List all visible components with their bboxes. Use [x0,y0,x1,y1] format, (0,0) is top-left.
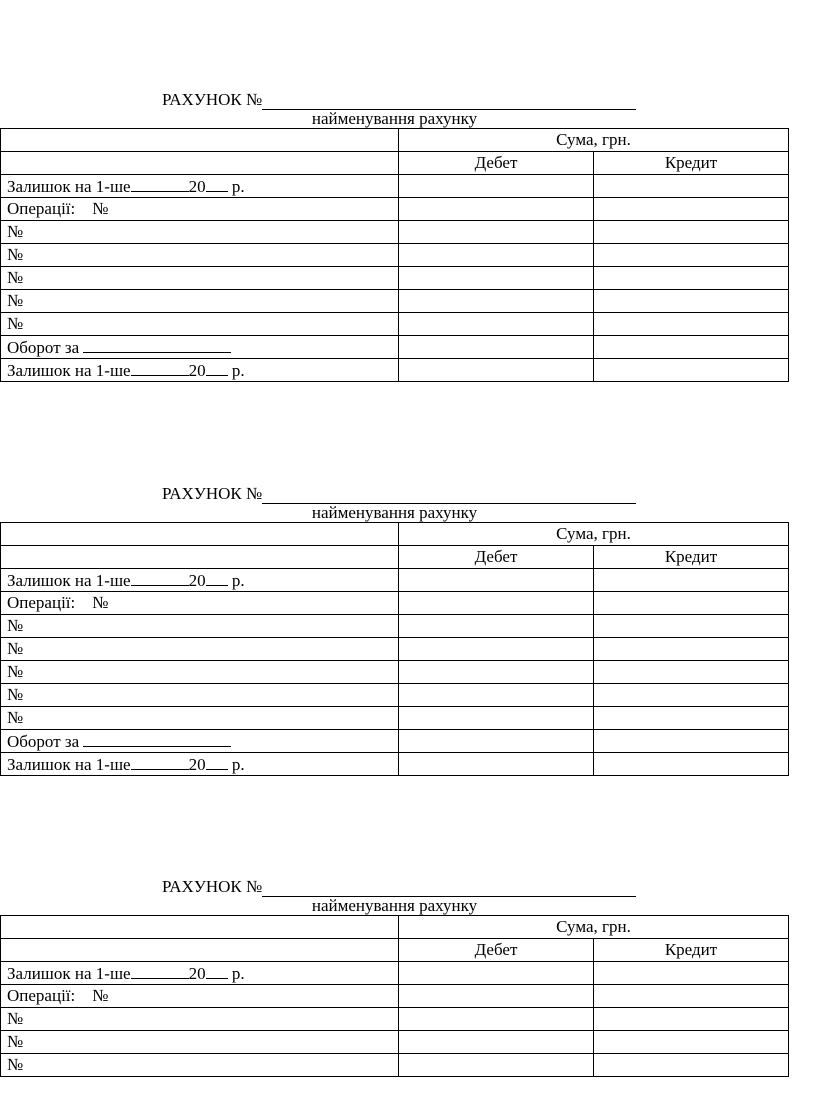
turnover-label: Оборот за [1,730,399,753]
table-row [1,267,789,290]
credit-cell[interactable] [594,661,789,684]
table-cell [1,152,399,175]
year-blank[interactable] [206,963,228,979]
opening-balance-label: Залишок на 1-ше 20 р. [1,175,399,198]
operation-number: № [1,313,399,336]
date-blank[interactable] [131,360,189,376]
table-row [1,244,789,267]
account-title-label: РАХУНОК № [162,877,263,896]
table-row [1,962,789,985]
date-blank[interactable] [131,570,189,586]
credit-cell[interactable] [594,707,789,730]
account-number-blank[interactable] [262,486,636,504]
credit-cell[interactable] [594,359,789,382]
debit-header: Дебет [399,939,594,962]
debit-cell[interactable] [399,1008,594,1031]
account-subtitle: найменування рахунку [311,896,478,915]
opening-balance-label: Залишок на 1-ше 20 р. [1,569,399,592]
debit-cell[interactable] [399,592,594,615]
period-blank[interactable] [83,337,231,353]
year-blank[interactable] [206,570,228,586]
debit-cell[interactable] [399,638,594,661]
account-title [162,877,636,897]
debit-cell[interactable] [399,1054,594,1077]
table-row [1,661,789,684]
operation-number: № [1,638,399,661]
table-row [1,1031,789,1054]
table-row [1,592,789,615]
debit-cell[interactable] [399,290,594,313]
operation-number: № [1,1031,399,1054]
table-row [1,569,789,592]
table-cell [1,916,399,939]
table-row [1,359,789,382]
table-row [1,638,789,661]
credit-cell[interactable] [594,962,789,985]
debit-cell[interactable] [399,753,594,776]
credit-cell[interactable] [594,290,789,313]
table-row [1,985,789,1008]
credit-cell[interactable] [594,638,789,661]
table-row [1,684,789,707]
credit-cell[interactable] [594,684,789,707]
table-cell [1,129,399,152]
credit-cell[interactable] [594,592,789,615]
account-title [162,90,636,110]
account-number-blank[interactable] [262,92,636,110]
account-title [162,484,636,504]
table-row [1,1008,789,1031]
year-blank[interactable] [206,360,228,376]
opening-balance-label: Залишок на 1-ше 20 р. [1,962,399,985]
debit-header: Дебет [399,152,594,175]
date-blank[interactable] [131,963,189,979]
credit-cell[interactable] [594,985,789,1008]
credit-cell[interactable] [594,221,789,244]
credit-cell[interactable] [594,244,789,267]
credit-cell[interactable] [594,198,789,221]
debit-cell[interactable] [399,267,594,290]
debit-cell[interactable] [399,359,594,382]
account-title-label: РАХУНОК № [162,484,263,503]
account-subtitle: найменування рахунку [311,503,478,522]
credit-header: Кредит [594,939,789,962]
sum-header: Сума, грн. [399,523,789,546]
debit-cell[interactable] [399,615,594,638]
table-row [1,221,789,244]
period-blank[interactable] [83,731,231,747]
credit-cell[interactable] [594,313,789,336]
table-cell [1,523,399,546]
credit-cell[interactable] [594,730,789,753]
table-header-row [1,129,789,152]
debit-cell[interactable] [399,661,594,684]
operation-number: № [1,290,399,313]
year-blank[interactable] [206,754,228,770]
debit-cell[interactable] [399,336,594,359]
account-table [0,128,789,382]
table-row [1,175,789,198]
credit-cell[interactable] [594,336,789,359]
operation-number: № [1,267,399,290]
turnover-label: Оборот за [1,336,399,359]
table-row [1,730,789,753]
operation-number: № [1,707,399,730]
table-row [1,615,789,638]
operation-number: № [1,684,399,707]
table-header-row [1,939,789,962]
year-blank[interactable] [206,176,228,192]
credit-cell[interactable] [594,175,789,198]
operation-number: № [1,1008,399,1031]
debit-cell[interactable] [399,985,594,1008]
credit-cell[interactable] [594,267,789,290]
date-blank[interactable] [131,754,189,770]
table-header-row [1,546,789,569]
credit-cell[interactable] [594,1031,789,1054]
date-blank[interactable] [131,176,189,192]
account-subtitle: найменування рахунку [311,109,478,128]
debit-cell[interactable] [399,313,594,336]
credit-cell[interactable] [594,753,789,776]
table-row [1,753,789,776]
debit-cell[interactable] [399,569,594,592]
debit-cell[interactable] [399,684,594,707]
operation-number: № [1,661,399,684]
table-header-row [1,523,789,546]
credit-cell[interactable] [594,615,789,638]
debit-cell[interactable] [399,1031,594,1054]
table-cell [1,939,399,962]
operation-number: № [1,244,399,267]
table-row [1,313,789,336]
sum-header: Сума, грн. [399,129,789,152]
table-row [1,1054,789,1077]
credit-header: Кредит [594,152,789,175]
operation-number: № [1,615,399,638]
table-header-row [1,916,789,939]
debit-cell[interactable] [399,962,594,985]
debit-cell[interactable] [399,707,594,730]
closing-balance-label: Залишок на 1-ше 20 р. [1,753,399,776]
closing-balance-label: Залишок на 1-ше 20 р. [1,359,399,382]
table-row [1,707,789,730]
credit-cell[interactable] [594,1054,789,1077]
account-title-label: РАХУНОК № [162,90,263,109]
table-cell [1,546,399,569]
account-number-blank[interactable] [262,879,636,897]
table-row [1,290,789,313]
operations-label: Операції: № [1,985,399,1008]
debit-cell[interactable] [399,175,594,198]
table-row [1,336,789,359]
credit-cell[interactable] [594,569,789,592]
account-table [0,915,789,1077]
debit-cell[interactable] [399,244,594,267]
table-header-row [1,152,789,175]
operations-label: Операції: № [1,592,399,615]
debit-header: Дебет [399,546,594,569]
operation-number: № [1,1054,399,1077]
credit-header: Кредит [594,546,789,569]
operations-label: Операції: № [1,198,399,221]
table-row [1,198,789,221]
sum-header: Сума, грн. [399,916,789,939]
operation-number: № [1,221,399,244]
debit-cell[interactable] [399,221,594,244]
account-table [0,522,789,776]
debit-cell[interactable] [399,198,594,221]
credit-cell[interactable] [594,1008,789,1031]
debit-cell[interactable] [399,730,594,753]
